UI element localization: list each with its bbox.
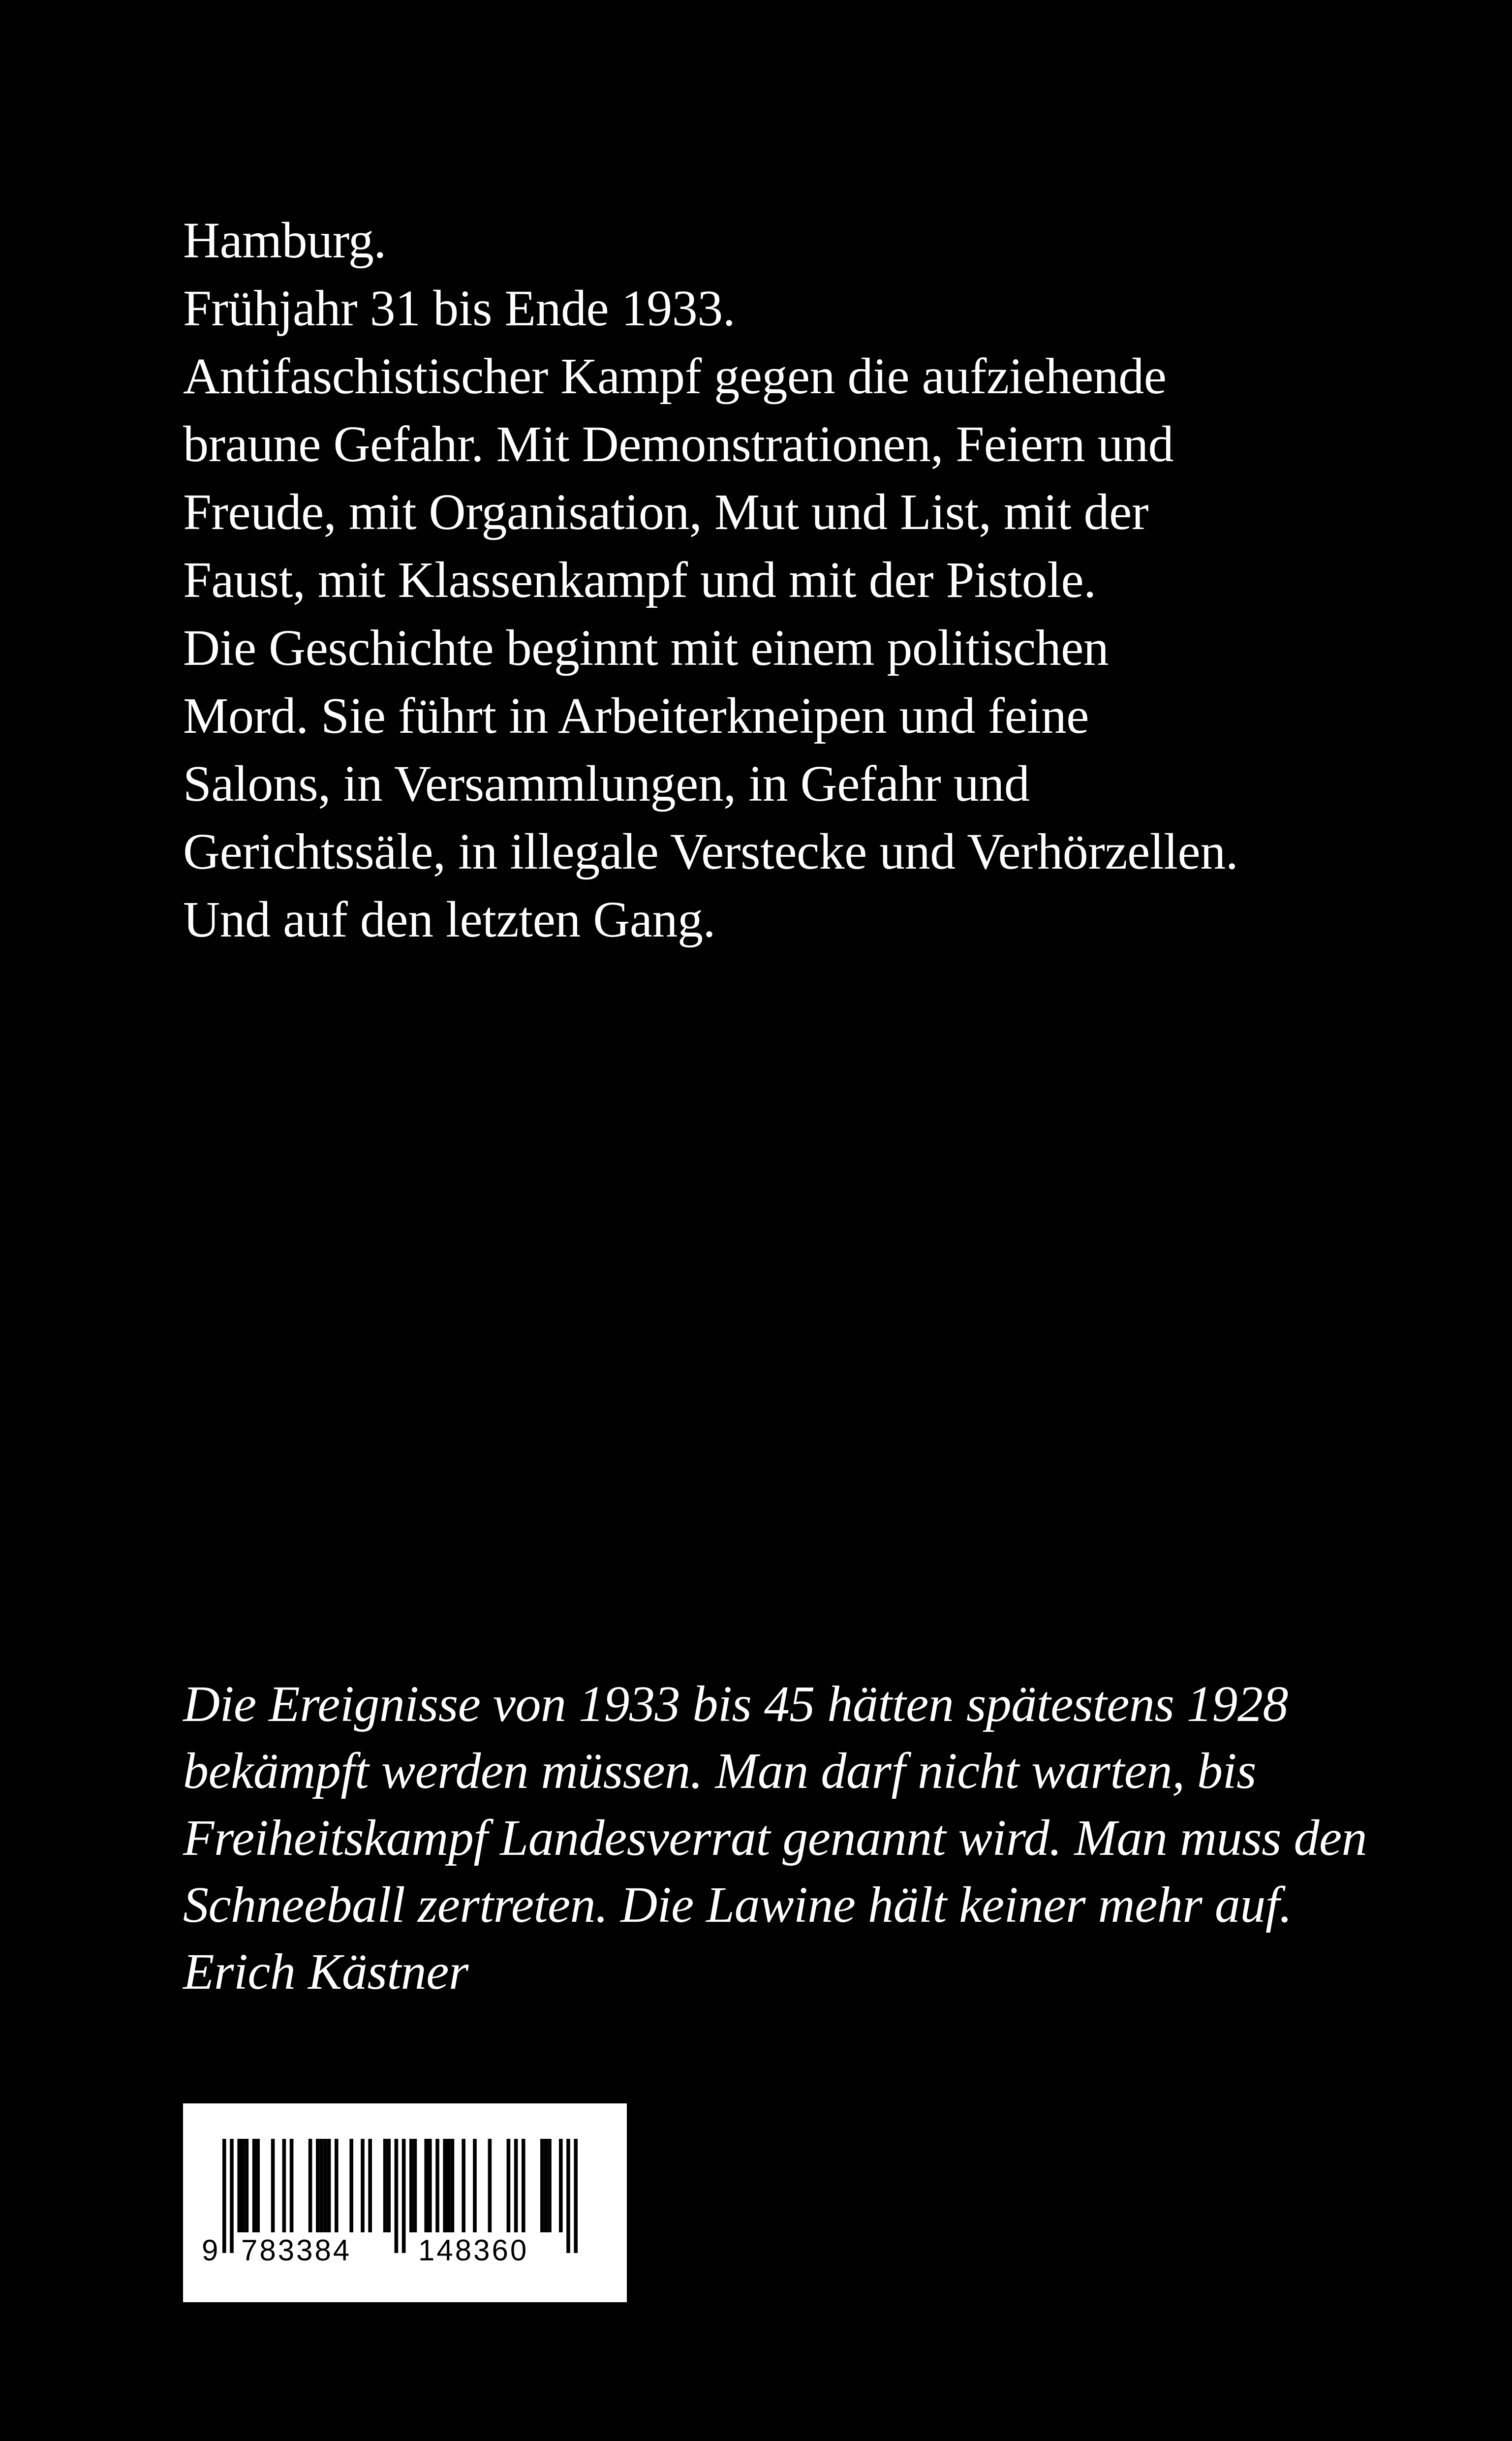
barcode-lead-digit: 9: [202, 2234, 218, 2267]
barcode-bar: [320, 2139, 324, 2232]
barcode-bar: [335, 2139, 339, 2232]
barcode-bar: [245, 2139, 249, 2232]
barcode-guard-bar: [566, 2139, 570, 2253]
blurb-line: braune Gefahr. Mit Demonstrationen, Feiern und: [183, 416, 1174, 472]
barcode-guard-bar: [230, 2139, 234, 2253]
barcode-bar: [368, 2139, 372, 2232]
barcode-bar: [316, 2139, 320, 2232]
barcode-bar: [544, 2139, 548, 2232]
barcode-guard-bar: [574, 2139, 578, 2253]
barcode-bar: [443, 2139, 447, 2232]
barcode-bar: [548, 2139, 552, 2232]
barcode-guard-bar: [222, 2139, 226, 2253]
blurb-line: Frühjahr 31 bis Ende 1933.: [183, 280, 736, 337]
barcode-bar: [282, 2139, 286, 2232]
barcode-guard-bar: [402, 2139, 406, 2253]
blurb-line: Salons, in Versammlungen, in Gefahr und: [183, 755, 1030, 812]
barcode-bar: [413, 2139, 417, 2232]
blurb-line: Mord. Sie führt in Arbeiterkneipen und feine: [183, 688, 1089, 744]
barcode-bars: [183, 2103, 627, 2302]
blurb-line: Faust, mit Klassenkampf und mit der Pistole.: [183, 552, 1096, 608]
barcode-guard-bar: [395, 2139, 399, 2253]
quote-line: bekämpft werden müssen. Man darf nicht warten, bis: [183, 1743, 1256, 1799]
barcode-bar: [252, 2139, 256, 2232]
barcode-bar: [559, 2139, 563, 2232]
blurb-line: Gerichtssäle, in illegale Verstecke und Verhörzellen.: [183, 823, 1238, 880]
barcode-bar: [447, 2139, 451, 2232]
blurb-line: Die Geschichte beginnt mit einem politischen: [183, 620, 1109, 676]
barcode-bar: [349, 2139, 353, 2232]
barcode-bar: [428, 2139, 432, 2232]
barcode-bar: [241, 2139, 245, 2232]
quote-attribution: Erich Kästner: [183, 1943, 468, 2000]
blurb-line: Hamburg.: [183, 212, 386, 269]
barcode-bar: [323, 2139, 327, 2232]
blurb-line: Und auf den letzten Gang.: [183, 891, 715, 948]
barcode-bar: [473, 2139, 477, 2232]
barcode-bar: [271, 2139, 275, 2232]
barcode-bar: [290, 2139, 294, 2232]
barcode-bar: [488, 2139, 492, 2232]
barcode-bar: [256, 2139, 260, 2232]
quote-line: Freiheitskampf Landesverrat genannt wird. Man muss den: [183, 1810, 1367, 1866]
barcode-bar: [507, 2139, 511, 2232]
barcode-bar: [383, 2139, 387, 2232]
barcode-bar: [462, 2139, 465, 2232]
quote-line: Die Ereignisse von 1933 bis 45 hätten spätestens 1928: [183, 1676, 1288, 1732]
barcode-bar: [409, 2139, 413, 2232]
barcode-bar: [522, 2139, 525, 2232]
barcode-right-digits: 148360: [418, 2234, 529, 2267]
barcode-bar: [514, 2139, 518, 2232]
barcode-bar: [237, 2139, 241, 2232]
kaestner-quote: [183, 1671, 1374, 2005]
barcode-bar: [327, 2139, 331, 2232]
quote-line: Schneeball zertreten. Die Lawine hält keiner mehr auf.: [183, 1877, 1292, 1933]
barcode-bar: [309, 2139, 312, 2232]
barcode-bar: [540, 2139, 544, 2232]
barcode-left-digits: 783384: [241, 2234, 352, 2267]
barcode-bar: [451, 2139, 455, 2232]
blurb-text: [183, 207, 1374, 954]
barcode-bar: [387, 2139, 391, 2232]
blurb-line: Freude, mit Organisation, Mut und List, mit der: [183, 484, 1148, 540]
barcode-bar: [361, 2139, 365, 2232]
blurb-line: Antifaschistischer Kampf gegen die aufziehende: [183, 348, 1167, 405]
barcode-bar: [424, 2139, 428, 2232]
isbn-barcode: [183, 2103, 627, 2302]
barcode-bar: [435, 2139, 439, 2232]
